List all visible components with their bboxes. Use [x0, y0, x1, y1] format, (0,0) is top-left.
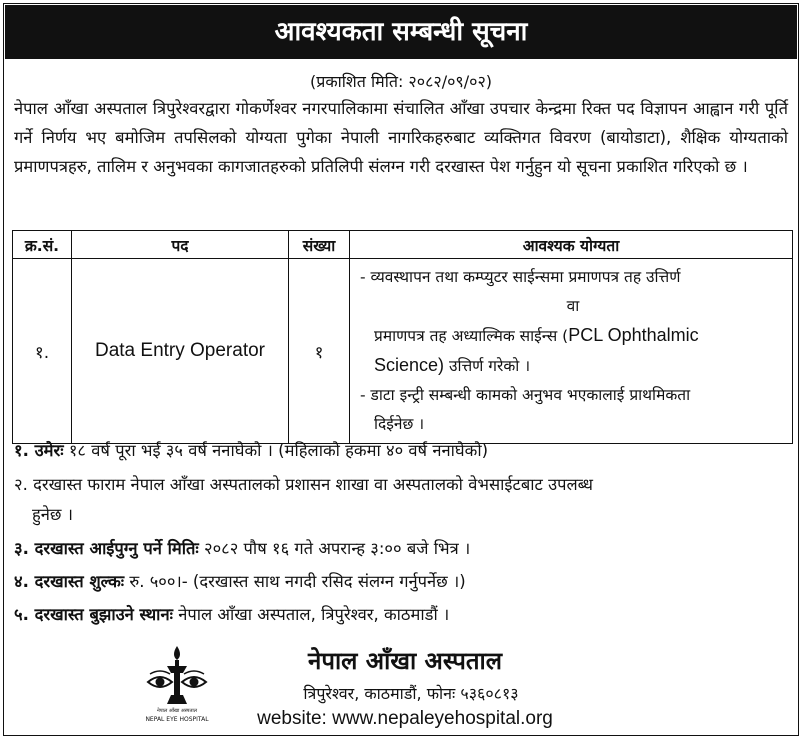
cell-serial: १.	[13, 259, 72, 444]
qualification-text: प्रमाणपत्र तह अध्याल्मिक साईन्स (	[374, 327, 569, 345]
qualification-line: - व्यवस्थापन तथा कम्प्युटर साईन्समा प्रमाणपत्र तह उत्तिर्ण	[360, 268, 681, 286]
condition-fee	[14, 568, 788, 596]
qualification-line	[360, 351, 786, 381]
qualification-text-en: Science)	[374, 355, 445, 375]
header-count: संख्या	[289, 231, 350, 259]
notice-title: आवश्यकता सम्बन्धी सूचना	[5, 5, 797, 59]
condition-text: २०८२ पौष १६ गते अपरान्ह ३:०० बजे भित्र ।	[198, 539, 471, 558]
published-date: (प्रकाशित मिति: २०८२/०९/०२)	[309, 72, 493, 91]
condition-age	[14, 437, 788, 465]
qualification-or: वा	[566, 297, 580, 315]
org-website: website: www.nepaleyehospital.org	[257, 708, 553, 729]
svg-text:NEPAL EYE HOSPITAL: NEPAL EYE HOSPITAL	[145, 716, 209, 723]
header-serial: क्र.सं.	[13, 231, 72, 259]
qualification-text-en: PCL Ophthalmic	[568, 325, 699, 345]
footer	[4, 642, 798, 734]
org-address: त्रिपुरेश्वर, काठमाडौं, फोनः ५३६०८१३	[303, 684, 519, 703]
condition-text: २. दरखास्त फाराम नेपाल आँखा अस्पतालको प्रशासन शाखा वा अस्पतालको वेभसाईटबाट उपलब्ध	[14, 475, 594, 494]
table-header-row	[13, 231, 793, 259]
table-row	[13, 259, 793, 444]
condition-label: ४. दरखास्त शुल्कः	[14, 572, 125, 591]
condition-text-cont: हुनेछ ।	[32, 505, 73, 524]
cell-post: Data Entry Operator	[72, 259, 289, 444]
condition-place	[14, 601, 788, 629]
qualification-text: उत्तिर्ण गरेको ।	[444, 357, 531, 375]
condition-text: नेपाल आँखा अस्पताल, त्रिपुरेश्वर, काठमाडौं ।	[172, 605, 450, 624]
cell-count: १	[289, 259, 350, 444]
requirements-table	[12, 230, 793, 444]
condition-form	[14, 470, 788, 530]
condition-deadline	[14, 535, 788, 563]
svg-text:नेपाल आँखा अस्पताल: नेपाल आँखा अस्पताल	[156, 708, 198, 714]
notice-card	[3, 3, 799, 736]
condition-label: ५. दरखास्त बुझाउने स्थानः	[14, 605, 173, 624]
org-name: नेपाल आँखा अस्पताल	[308, 647, 502, 675]
qualification-line	[360, 321, 786, 351]
qualification-line: दिईनेछ ।	[374, 415, 425, 433]
condition-label: ३. दरखास्त आईपुग्नु पर्ने मितिः	[14, 539, 199, 558]
conditions-list	[14, 437, 788, 634]
cell-qualifications	[350, 259, 793, 444]
condition-text: रु. ५००।- (दरखास्त साथ नगदी रसिद संलग्न गर्नुपर्नेछ ।)	[124, 572, 466, 591]
condition-text: १८ वर्ष पूरा भई ३५ वर्ष ननाघेको । (महिलाको हकमा ४० वर्ष ननाघेको)	[63, 441, 489, 460]
intro-paragraph: नेपाल आँखा अस्पताल त्रिपुरेश्वरद्वारा गोकर्णेश्वर नगरपालिकामा संचालित आँखा उपचार केन्द्रमा रिक्त पद विज्ञापन आह्वान गरी पूर्ति गर्ने निर्णय भए बमोजिम तपसिलको योग्यता पुगेका नेपाली नागरिकहरुबाट व्यक्तिगत विवरण (बायोडाटा), शैक्षिक योग्यताको प्रमाणपत्रहरु, तालिम र अनुभवका कागजातहरुको प्रतिलिपी संलग्न गरी दरखास्त पेश गर्नुहुन यो सूचना प्रकाशित गरिएको छ ।	[14, 99, 788, 176]
header-qualification: आवश्यक योग्यता	[350, 231, 793, 259]
qualification-line: - डाटा इन्ट्री सम्बन्धी कामको अनुभव भएकालाई प्राथमिकता	[360, 386, 691, 404]
condition-label: १. उमेरः	[14, 441, 64, 460]
header-post: पद	[72, 231, 289, 259]
